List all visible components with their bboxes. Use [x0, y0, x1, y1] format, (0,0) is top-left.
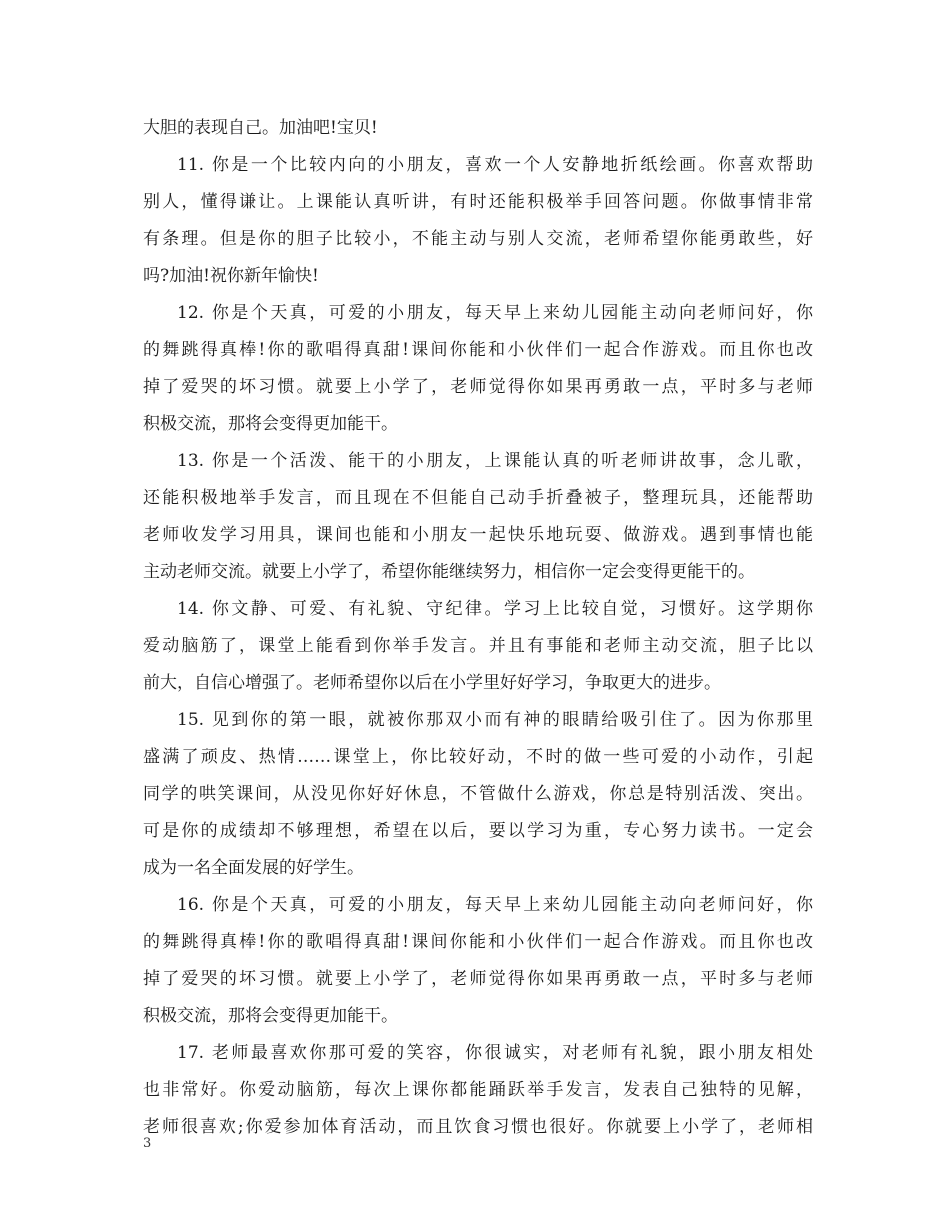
text-line: 13. 你是一个活泼、能干的小朋友，上课能认真的听老师讲故事，念儿歌，	[177, 451, 813, 471]
text-line: 老师很喜欢;你爱参加体育活动，而且饮食习惯也很好。你就要上小学了，老师相	[143, 1117, 813, 1137]
text-line: 也非常好。你爱动脑筋，每次上课你都能踊跃举手发言，发表自己独特的见解，	[143, 1080, 813, 1100]
text-line: 还能积极地举手发言，而且现在不但能自己动手折叠被子，整理玩具，还能帮助	[143, 488, 813, 508]
text-line: 16. 你是个天真，可爱的小朋友，每天早上来幼儿园能主动向老师问好，你	[177, 895, 813, 915]
text-line: 掉了爱哭的坏习惯。就要上小学了，老师觉得你如果再勇敢一点，平时多与老师	[143, 377, 813, 397]
text-line: 吗?加油!祝你新年愉快!	[143, 266, 319, 286]
text-line: 可是你的成绩却不够理想，希望在以后，要以学习为重，专心努力读书。一定会	[143, 821, 813, 841]
text-line: 17. 老师最喜欢你那可爱的笑容，你很诚实，对老师有礼貌，跟小朋友相处	[177, 1043, 813, 1063]
text-line: 积极交流，那将会变得更加能干。	[143, 1006, 398, 1026]
text-line: 大胆的表现自己。加油吧!宝贝!	[143, 118, 378, 138]
text-line: 掉了爱哭的坏习惯。就要上小学了，老师觉得你如果再勇敢一点，平时多与老师	[143, 969, 813, 989]
page-number: 3	[143, 1136, 152, 1151]
text-line: 14. 你文静、可爱、有礼貌、守纪律。学习上比较自觉，习惯好。这学期你	[177, 599, 813, 619]
text-line: 老师收发学习用具，课间也能和小朋友一起快乐地玩耍、做游戏。遇到事情也能	[143, 525, 813, 545]
text-line: 爱动脑筋了，课堂上能看到你举手发言。并且有事能和老师主动交流，胆子比以	[143, 636, 813, 656]
text-line: 积极交流，那将会变得更加能干。	[143, 414, 398, 434]
text-line: 12. 你是个天真，可爱的小朋友，每天早上来幼儿园能主动向老师问好，你	[177, 303, 813, 323]
text-line: 盛满了顽皮、热情……课堂上，你比较好动，不时的做一些可爱的小动作，引起	[143, 747, 813, 767]
text-line: 的舞跳得真棒!你的歌唱得真甜!课间你能和小伙伴们一起合作游戏。而且你也改	[143, 932, 813, 952]
text-line: 成为一名全面发展的好学生。	[143, 858, 364, 878]
text-line: 前大，自信心增强了。老师希望你以后在小学里好好学习，争取更大的进步。	[143, 673, 721, 693]
text-line: 别人，懂得谦让。上课能认真听讲，有时还能积极举手回答问题。你做事情非常	[143, 192, 813, 212]
text-line: 有条理。但是你的胆子比较小，不能主动与别人交流，老师希望你能勇敢些，好	[143, 229, 813, 249]
text-line: 同学的哄笑课间，从没见你好好休息，不管做什么游戏，你总是特别活泼、突出。	[143, 784, 813, 804]
text-line: 15. 见到你的第一眼，就被你那双小而有神的眼睛给吸引住了。因为你那里	[177, 710, 813, 730]
document-body	[143, 110, 813, 1146]
text-line: 主动老师交流。就要上小学了，希望你能继续努力，相信你一定会变得更能干的。	[143, 562, 755, 582]
text-line: 11. 你是一个比较内向的小朋友，喜欢一个人安静地折纸绘画。你喜欢帮助	[177, 155, 813, 175]
text-line: 的舞跳得真棒!你的歌唱得真甜!课间你能和小伙伴们一起合作游戏。而且你也改	[143, 340, 813, 360]
